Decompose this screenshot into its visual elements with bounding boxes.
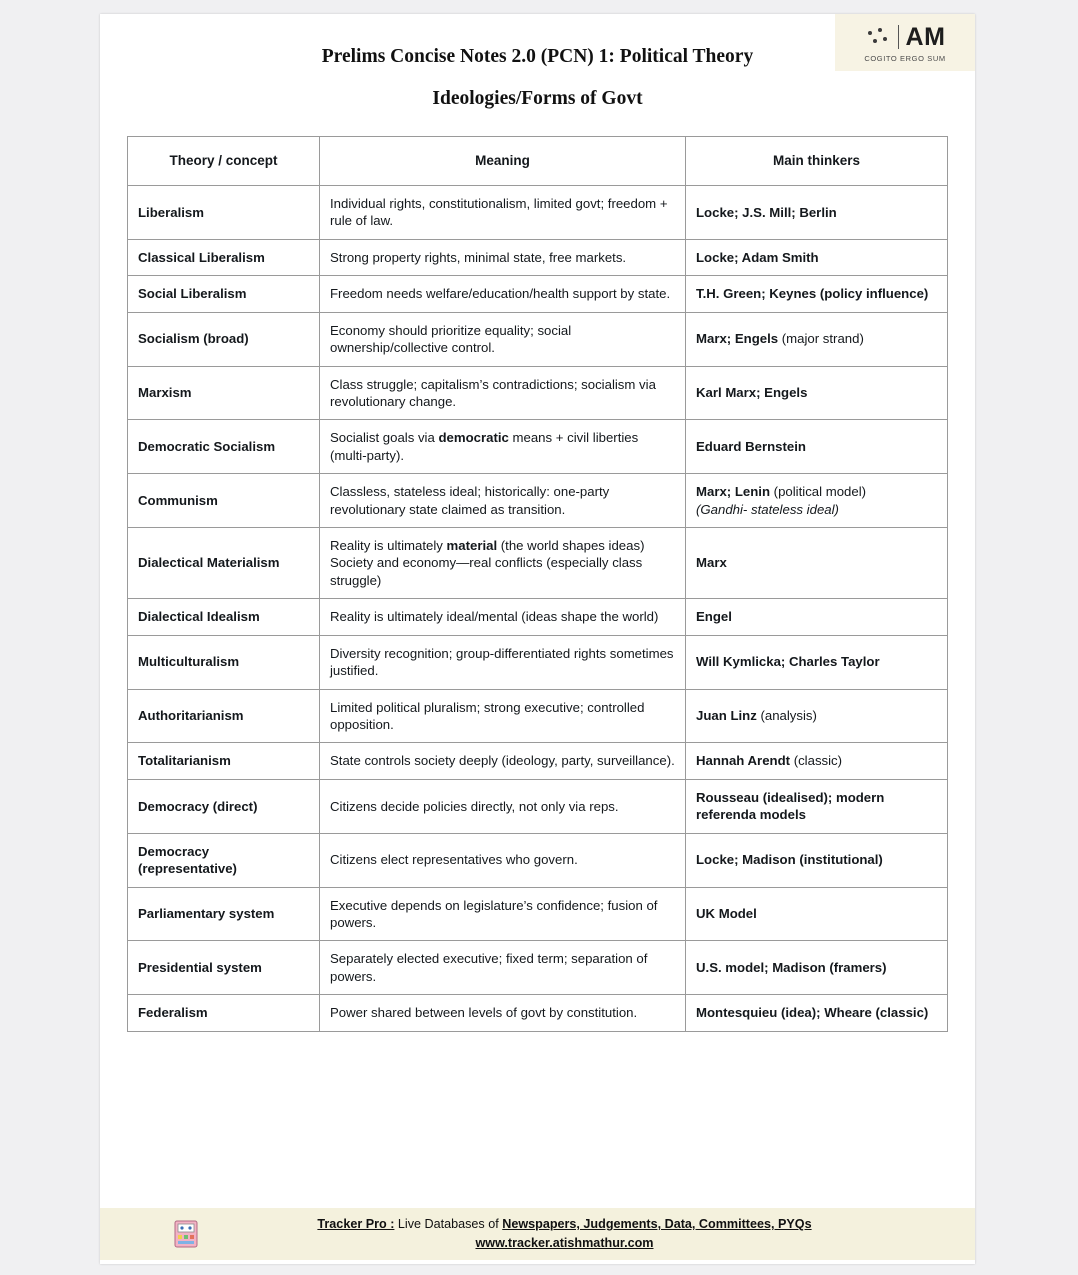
thinkers-bold: Marx; Lenin (696, 484, 771, 500)
cell-thinkers: Locke; Madison (institutional) (686, 833, 948, 887)
note-sheet (100, 14, 975, 1264)
cell-meaning: Reality is ultimately ideal/mental (ideas shape the world) (320, 599, 686, 635)
thinkers-bold: Hannah Arendt (696, 753, 791, 769)
cell-meaning: Individual rights, constitutionalism, limited govt; freedom + rule of law. (320, 186, 686, 240)
cell-thinkers: Locke; J.S. Mill; Berlin (686, 186, 948, 240)
logo-tagline: COGITO ERGO SUM (864, 53, 946, 63)
table-row (128, 779, 948, 833)
cell-term: Classical Liberalism (128, 239, 320, 275)
cell-term: Dialectical Materialism (128, 528, 320, 599)
cell-meaning: Citizens decide policies directly, not only via reps. (320, 779, 686, 833)
table-row (128, 528, 948, 599)
thinkers-note: (political model) (770, 484, 867, 500)
cell-meaning: Citizens elect representatives who govern. (320, 833, 686, 887)
cell-term: Marxism (128, 366, 320, 420)
meaning-pre: Socialist goals via (330, 430, 439, 446)
footer-mid-text: Live Databases of (394, 1217, 503, 1232)
cell-term: Socialism (broad) (128, 312, 320, 366)
column-header-meaning: Meaning (320, 137, 686, 186)
cell-term: Democracy (representative) (128, 833, 320, 887)
cell-term: Totalitarianism (128, 743, 320, 779)
cell-thinkers: Eduard Bernstein (686, 420, 948, 474)
cell-term: Authoritarianism (128, 689, 320, 743)
cell-meaning: Power shared between levels of govt by constitution. (320, 995, 686, 1031)
table-row (128, 743, 948, 779)
thinkers-italic-note: (Gandhi- stateless ideal) (696, 501, 839, 517)
table-row (128, 420, 948, 474)
page-footer (100, 1208, 975, 1260)
cell-term: Dialectical Idealism (128, 599, 320, 635)
dots-icon (865, 27, 891, 47)
meaning-post: means + civil liberties (multi-party). (330, 430, 639, 463)
logo-divider (898, 25, 899, 49)
table-row (128, 366, 948, 420)
cell-meaning: Economy should prioritize equality; social ownership/collective control. (320, 312, 686, 366)
table-body (128, 186, 948, 1032)
cell-meaning (320, 528, 686, 599)
cell-meaning: State controls society deeply (ideology, party, surveillance). (320, 743, 686, 779)
cell-thinkers: Rousseau (idealised); modern referenda models (686, 779, 948, 833)
cell-term: Presidential system (128, 941, 320, 995)
cell-thinkers (686, 474, 948, 528)
table-row (128, 995, 948, 1031)
table-row (128, 312, 948, 366)
table-row (128, 887, 948, 941)
thinkers-note: (classic) (790, 753, 843, 769)
thinkers-bold: Juan Linz (696, 708, 757, 724)
ideologies-table (127, 136, 948, 1032)
table-row (128, 941, 948, 995)
thinkers-bold: Marx; Engels (696, 331, 779, 347)
cell-thinkers: Engel (686, 599, 948, 635)
cell-meaning: Limited political pluralism; strong executive; controlled opposition. (320, 689, 686, 743)
brand-logo (835, 14, 975, 71)
cell-meaning: Class struggle; capitalism’s contradictions; socialism via revolutionary change. (320, 366, 686, 420)
tracker-pro-label[interactable]: Tracker Pro : (317, 1217, 395, 1232)
meaning-emphasis: democratic (438, 430, 509, 446)
cell-term: Federalism (128, 995, 320, 1031)
meaning-emphasis: material (446, 538, 498, 554)
cell-term: Parliamentary system (128, 887, 320, 941)
cell-meaning: Diversity recognition; group-differentiated rights sometimes justified. (320, 635, 686, 689)
table-row (128, 474, 948, 528)
cell-thinkers: Montesquieu (idea); Wheare (classic) (686, 995, 948, 1031)
cell-meaning (320, 420, 686, 474)
cell-term: Multiculturalism (128, 635, 320, 689)
cell-thinkers: Karl Marx; Engels (686, 366, 948, 420)
table-row (128, 689, 948, 743)
page-subtitle: Ideologies/Forms of Govt (432, 88, 643, 109)
meaning-pre: Reality is ultimately (330, 538, 447, 554)
cell-thinkers (686, 689, 948, 743)
cell-thinkers (686, 743, 948, 779)
footer-website-link[interactable]: www.tracker.atishmathur.com (475, 1236, 654, 1250)
cell-term: Democracy (direct) (128, 779, 320, 833)
table-row (128, 599, 948, 635)
logo-text: AM (905, 22, 946, 51)
logo-row (865, 23, 946, 52)
cell-meaning: Strong property rights, minimal state, free markets. (320, 239, 686, 275)
cell-meaning: Executive depends on legislature’s confidence; fusion of powers. (320, 887, 686, 941)
page-title: Prelims Concise Notes 2.0 (PCN) 1: Political Theory (321, 46, 754, 67)
cell-term: Democratic Socialism (128, 420, 320, 474)
cell-thinkers: Will Kymlicka; Charles Taylor (686, 635, 948, 689)
cell-thinkers (686, 312, 948, 366)
cell-thinkers: Locke; Adam Smith (686, 239, 948, 275)
cell-thinkers: Marx (686, 528, 948, 599)
footer-links[interactable]: Newspapers, Judgements, Data, Committees, PYQs (502, 1217, 812, 1232)
cell-term: Communism (128, 474, 320, 528)
meaning-post: (the world shapes ideas) Society and economy—real conflicts (especially class struggle) (330, 538, 645, 588)
column-header-thinkers: Main thinkers (686, 137, 948, 186)
cell-meaning: Classless, stateless ideal; historically: one-party revolutionary state claimed as transition. (320, 474, 686, 528)
table-row (128, 239, 948, 275)
cell-term: Social Liberalism (128, 276, 320, 312)
thinkers-note: (major strand) (778, 331, 864, 347)
table-header-row (128, 137, 948, 186)
cell-meaning: Separately elected executive; fixed term; separation of powers. (320, 941, 686, 995)
table-row (128, 186, 948, 240)
footer-text (214, 1215, 975, 1253)
cell-thinkers: T.H. Green; Keynes (policy influence) (686, 276, 948, 312)
cell-meaning: Freedom needs welfare/education/health support by state. (320, 276, 686, 312)
tracker-icon (158, 1217, 214, 1251)
table-row (128, 635, 948, 689)
thinkers-note: (analysis) (756, 708, 817, 724)
column-header-theory: Theory / concept (128, 137, 320, 186)
table-row (128, 833, 948, 887)
cell-term: Liberalism (128, 186, 320, 240)
cell-thinkers: U.S. model; Madison (framers) (686, 941, 948, 995)
table-row (128, 276, 948, 312)
cell-thinkers: UK Model (686, 887, 948, 941)
